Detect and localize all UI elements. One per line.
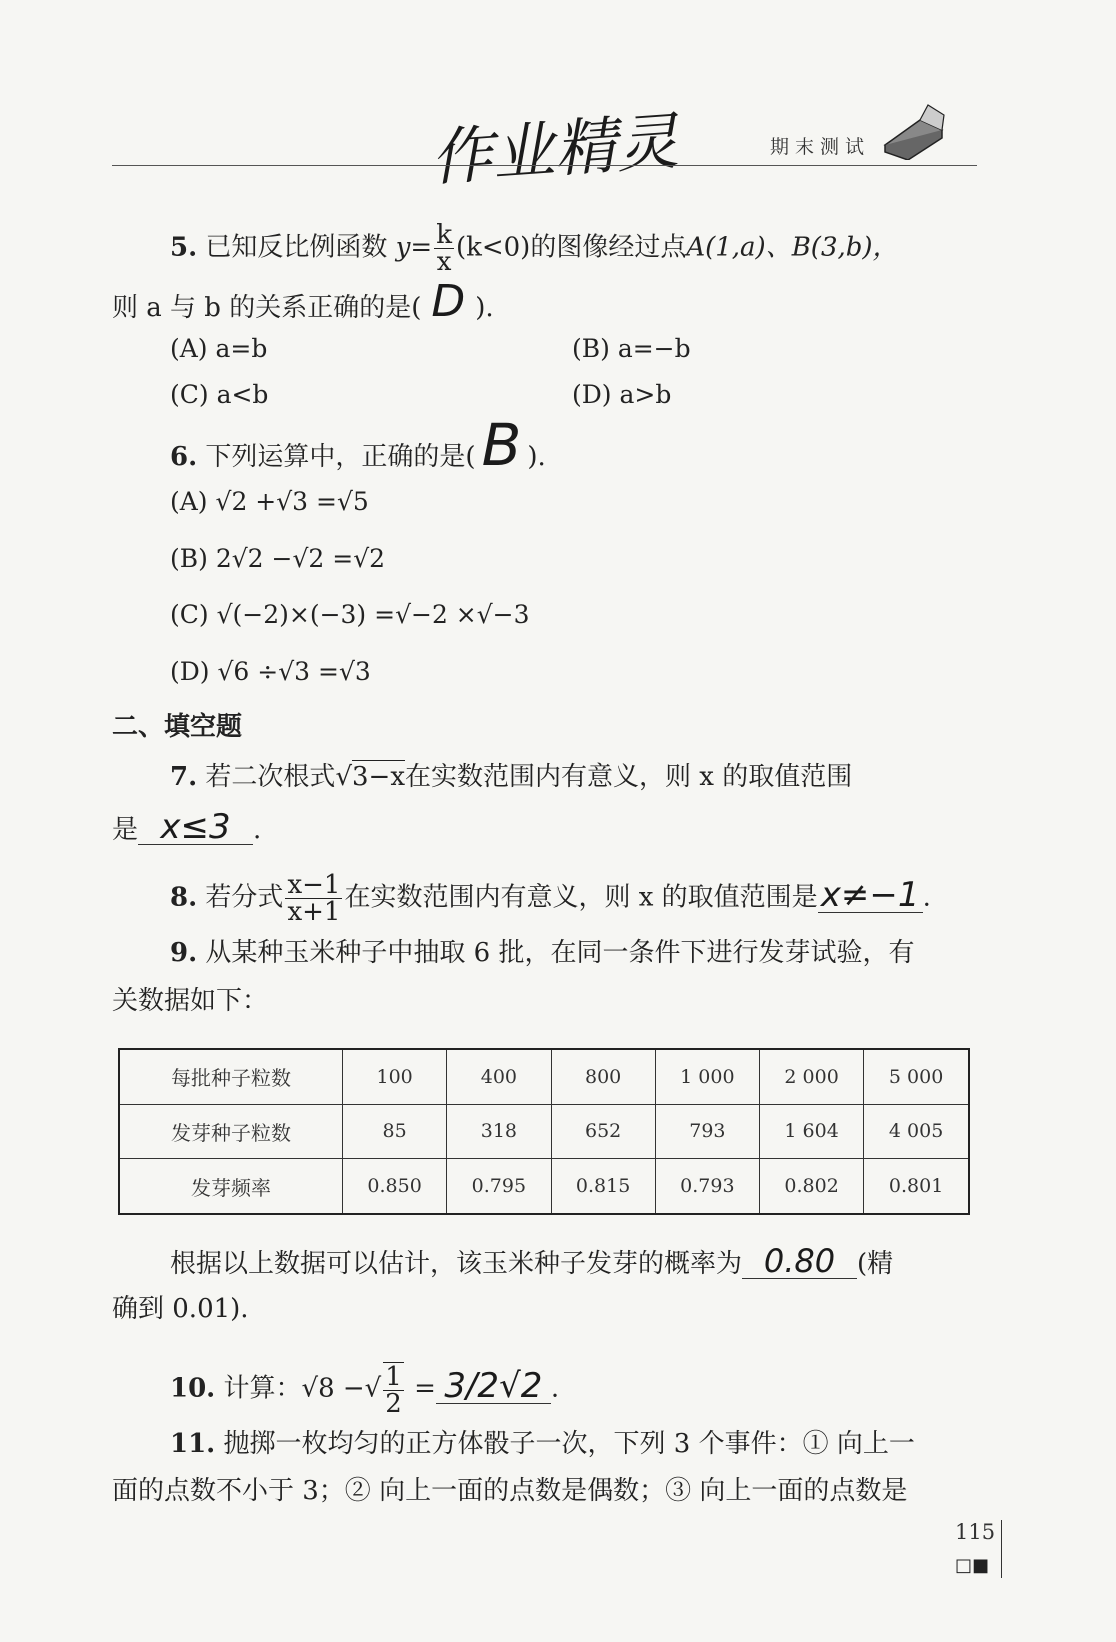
q6-option-c: (C) √(−2)×(−3) =√−2 ×√−3 bbox=[170, 600, 530, 629]
table-row-label: 每批种子粒数 bbox=[119, 1049, 343, 1104]
q5-option-d: (D) a>b bbox=[572, 380, 672, 409]
q5-option-b: (B) a=−b bbox=[572, 334, 691, 363]
table-cell: 5 000 bbox=[864, 1049, 969, 1104]
table-cell: 0.793 bbox=[655, 1159, 759, 1214]
question-9-followup-line2: 确到 0.01). bbox=[112, 1294, 249, 1324]
table-cell: 4 005 bbox=[864, 1104, 969, 1158]
question-8: 8. 若分式 $\frac{x-1}{x+1}$ 在实数范围内有意义，则 x 的取值范围是x≠−1 . bbox=[170, 870, 931, 927]
table-cell: 652 bbox=[551, 1104, 655, 1158]
table-cell: 0.850 bbox=[343, 1159, 447, 1214]
table-cell: 0.801 bbox=[864, 1159, 969, 1214]
table-cell: 318 bbox=[447, 1104, 551, 1158]
question-9-followup: 根据以上数据可以估计，该玉米种子发芽的概率为 0.80 (精 bbox=[170, 1242, 894, 1280]
table-cell: 1 604 bbox=[760, 1104, 864, 1158]
table-cell: 2 000 bbox=[760, 1049, 864, 1104]
table-cell: 100 bbox=[343, 1049, 447, 1104]
question-7: 7. 若二次根式√3−x在实数范围内有意义，则 x 的取值范围 bbox=[170, 762, 853, 792]
table-row bbox=[119, 1049, 969, 1104]
q6-option-d: (D) √6 ÷√3 =√3 bbox=[170, 657, 371, 686]
question-7-line2: 是 x≤3 . bbox=[112, 807, 262, 847]
answer-6: B bbox=[481, 411, 522, 479]
page-number: 115 bbox=[955, 1520, 996, 1544]
q5-option-c: (C) a<b bbox=[170, 380, 269, 409]
question-6: 6. 下列运算中，正确的是( B ). bbox=[170, 411, 546, 479]
answer-10: 3/2√2 bbox=[436, 1369, 551, 1404]
table-cell: 85 bbox=[343, 1104, 447, 1158]
q6-option-a: (A) √2 +√3 =√5 bbox=[170, 487, 369, 516]
question-11-line2: 面的点数不小于 3；② 向上一面的点数是偶数；③ 向上一面的点数是 bbox=[112, 1476, 908, 1506]
header-rule bbox=[112, 165, 977, 166]
question-11: 11. 抛掷一枚均匀的正方体骰子一次，下列 3 个事件：① 向上一 bbox=[170, 1429, 915, 1459]
q6-option-b: (B) 2√2 −√2 =√2 bbox=[170, 544, 386, 573]
table-row-label: 发芽频率 bbox=[119, 1159, 343, 1214]
book-icon bbox=[880, 100, 950, 160]
table-row bbox=[119, 1159, 969, 1214]
question-9-line2: 关数据如下： bbox=[112, 986, 269, 1016]
answer-5: D bbox=[431, 276, 466, 327]
table-cell: 0.815 bbox=[551, 1159, 655, 1214]
handwritten-signature: 作业精灵 bbox=[428, 104, 681, 195]
section-header-title: 期末测试 bbox=[770, 136, 871, 158]
answer-7: x≤3 bbox=[138, 810, 253, 845]
table-cell: 0.795 bbox=[447, 1159, 551, 1214]
table-cell: 1 000 bbox=[655, 1049, 759, 1104]
table-cell: 0.802 bbox=[760, 1159, 864, 1214]
table-cell: 793 bbox=[655, 1104, 759, 1158]
answer-8: x≠−1 bbox=[818, 878, 923, 913]
answer-9: 0.80 bbox=[742, 1244, 857, 1279]
question-9: 9. 从某种玉米种子中抽取 6 批，在同一条件下进行发芽试验，有 bbox=[170, 938, 915, 968]
q5-option-a: (A) a=b bbox=[170, 334, 268, 363]
page-marks: □■ bbox=[955, 1555, 990, 1576]
germination-table bbox=[118, 1048, 970, 1215]
table-cell: 400 bbox=[447, 1049, 551, 1104]
question-10: 10. 计算：√8 −√ $\frac{1}{2}$ = 3/2√2 . bbox=[170, 1362, 560, 1419]
table-cell: 800 bbox=[551, 1049, 655, 1104]
question-5-line2: 则 a 与 b 的关系正确的是( D ). bbox=[112, 276, 494, 327]
section-2-title: 二、填空题 bbox=[112, 712, 243, 742]
table-row-label: 发芽种子粒数 bbox=[119, 1104, 343, 1158]
page-number-rule bbox=[1001, 1520, 1002, 1578]
question-5: 5. 已知反比例函数 y= $\frac{k}{x}$ (k<0)的图像经过点A(1,a)、B(3,b)， bbox=[170, 220, 899, 277]
table-row bbox=[119, 1104, 969, 1158]
